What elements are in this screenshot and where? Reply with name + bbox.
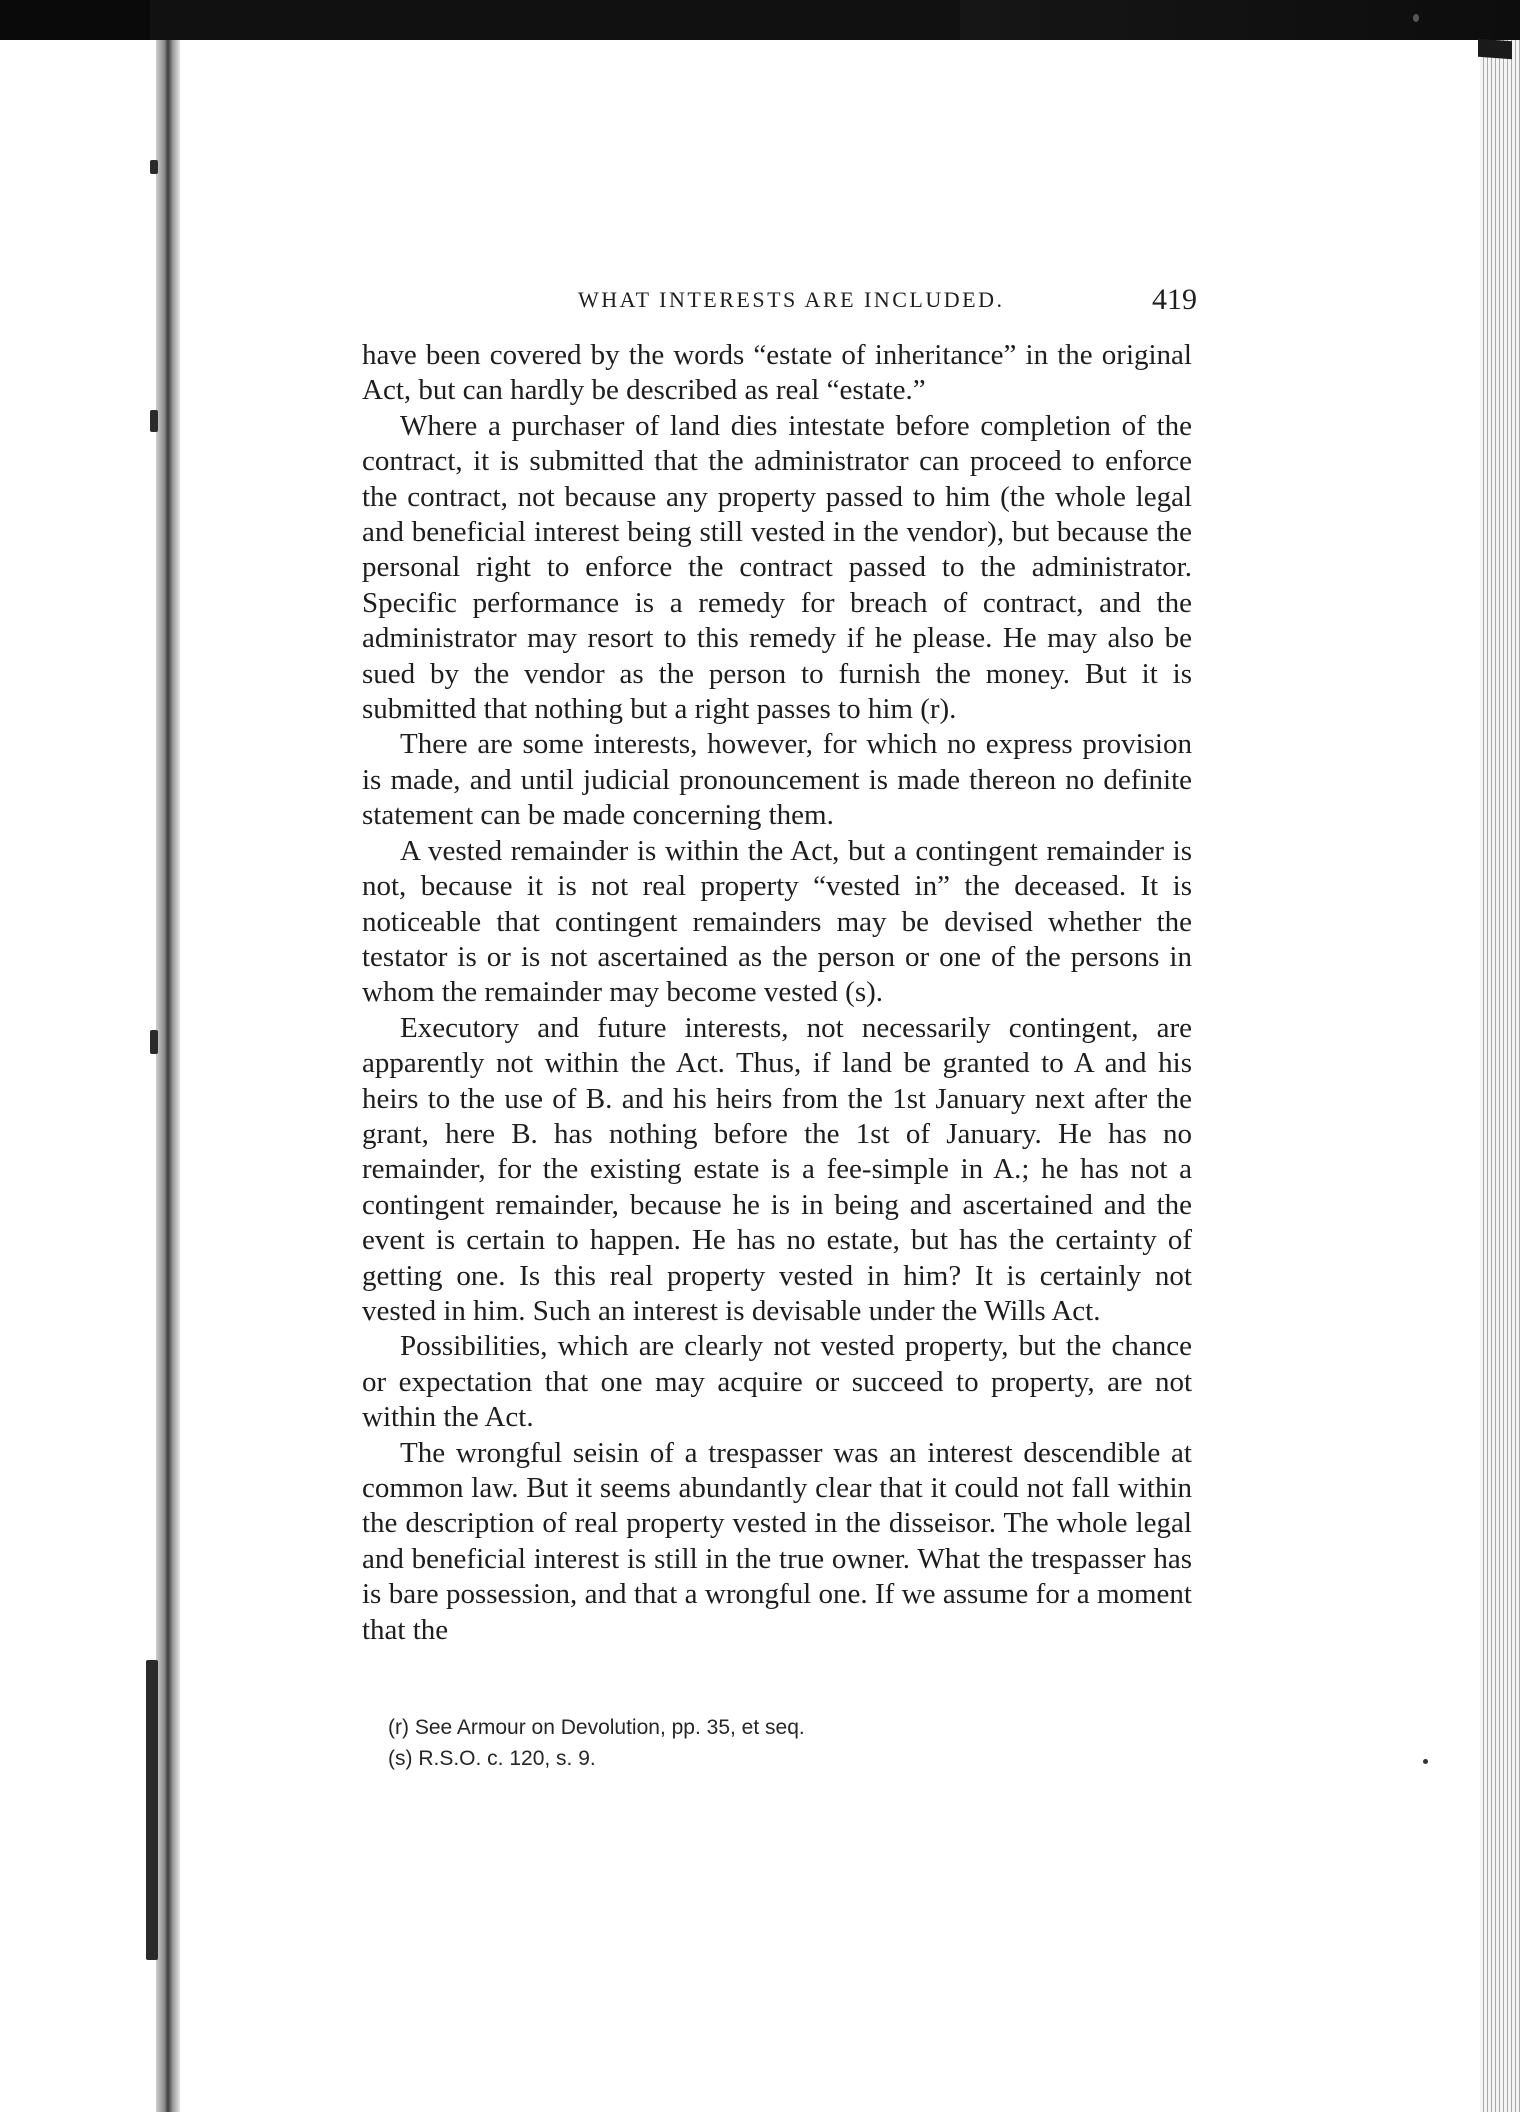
scan-speck	[1423, 1759, 1428, 1764]
scan-top-fade	[960, 0, 1520, 40]
scan-top-notch	[0, 0, 150, 40]
paragraph-possibilities: Possibilities, which are clearly not vested property, but the chance or expectation that one may acquire or succeed to property, are not within the Act.	[362, 1330, 1192, 1434]
paragraph-some-interests: There are some interests, however, for which no express provision is made, and until judicial pronouncement is made thereon no definite statement can be made concerning them.	[362, 728, 1192, 832]
paragraph-continued: have been covered by the words “estate of inheritance” in the original Act, but can hardly be described as real “estate.”	[362, 339, 1192, 407]
paragraph-executory-interests: Executory and future interests, not necessarily contingent, are apparently not within the Act. Thus, if land be granted to A and his heirs to the use of B. and his heirs from the 1st January next after the grant, here B. has nothing before the 1st of January. He has no remainder, for the existing estate is a fee-simple in A.; he has not a contingent remainder, because he is in being and ascertained and the event is certain to happen. He has no estate, but has the certainty of getting one. Is this real property vested in him? It is certainly not vested in him. Such an interest is devisable under the Wills Act.	[362, 1011, 1192, 1327]
gutter-mark	[146, 1660, 158, 1960]
gutter-mark	[150, 410, 158, 432]
page-stack-corner	[1478, 39, 1512, 59]
gutter-mark	[150, 1030, 158, 1054]
footnote-s: (s) R.S.O. c. 120, s. 9.	[388, 1747, 596, 1770]
page-stack-edge	[1480, 40, 1520, 2112]
body-text	[362, 338, 1192, 1648]
footnotes	[388, 1712, 1188, 1774]
paragraph-wrongful-seisin: The wrongful seisin of a trespasser was an interest descendible at common law. But it seems abundantly clear that it could not fall within the description of real property vested in the disseisor. The whole legal and beneficial interest is still in the true owner. What the trespasser has is bare possession, and that a wrongful one. If we assume for a moment that the	[362, 1436, 1192, 1646]
paragraph-vested-remainder: A vested remainder is within the Act, but a contingent remainder is not, because it is not real property “vested in” the deceased. It is noticeable that contingent remainders may be devised whether the testator is or is not ascertained as the person or one of the persons in whom the remainder may become vested (s).	[362, 834, 1192, 1009]
running-head: WHAT INTERESTS ARE INCLUDED.	[578, 287, 1005, 312]
gutter-mark	[150, 160, 158, 174]
book-binding-edge	[156, 40, 180, 2112]
footnote-r: (r) See Armour on Devolution, pp. 35, et seq.	[388, 1716, 805, 1739]
scan-speck	[1413, 14, 1419, 22]
paragraph-purchaser-dies: Where a purchaser of land dies intestate before completion of the contract, it is submitted that the administrator can proceed to enforce the contract, not because any property passed to him (the whole legal and beneficial interest being still vested in the vendor), but because the personal right to enforce the contract passed to the administrator. Specific performance is a remedy for breach of contract, and the administrator may resort to this remedy if he please. He may also be sued by the vendor as the person to furnish the money. But it is submitted that nothing but a right passes to him (r).	[362, 409, 1192, 726]
page-number: 419	[1152, 283, 1197, 316]
scan-top-border	[0, 0, 1520, 40]
